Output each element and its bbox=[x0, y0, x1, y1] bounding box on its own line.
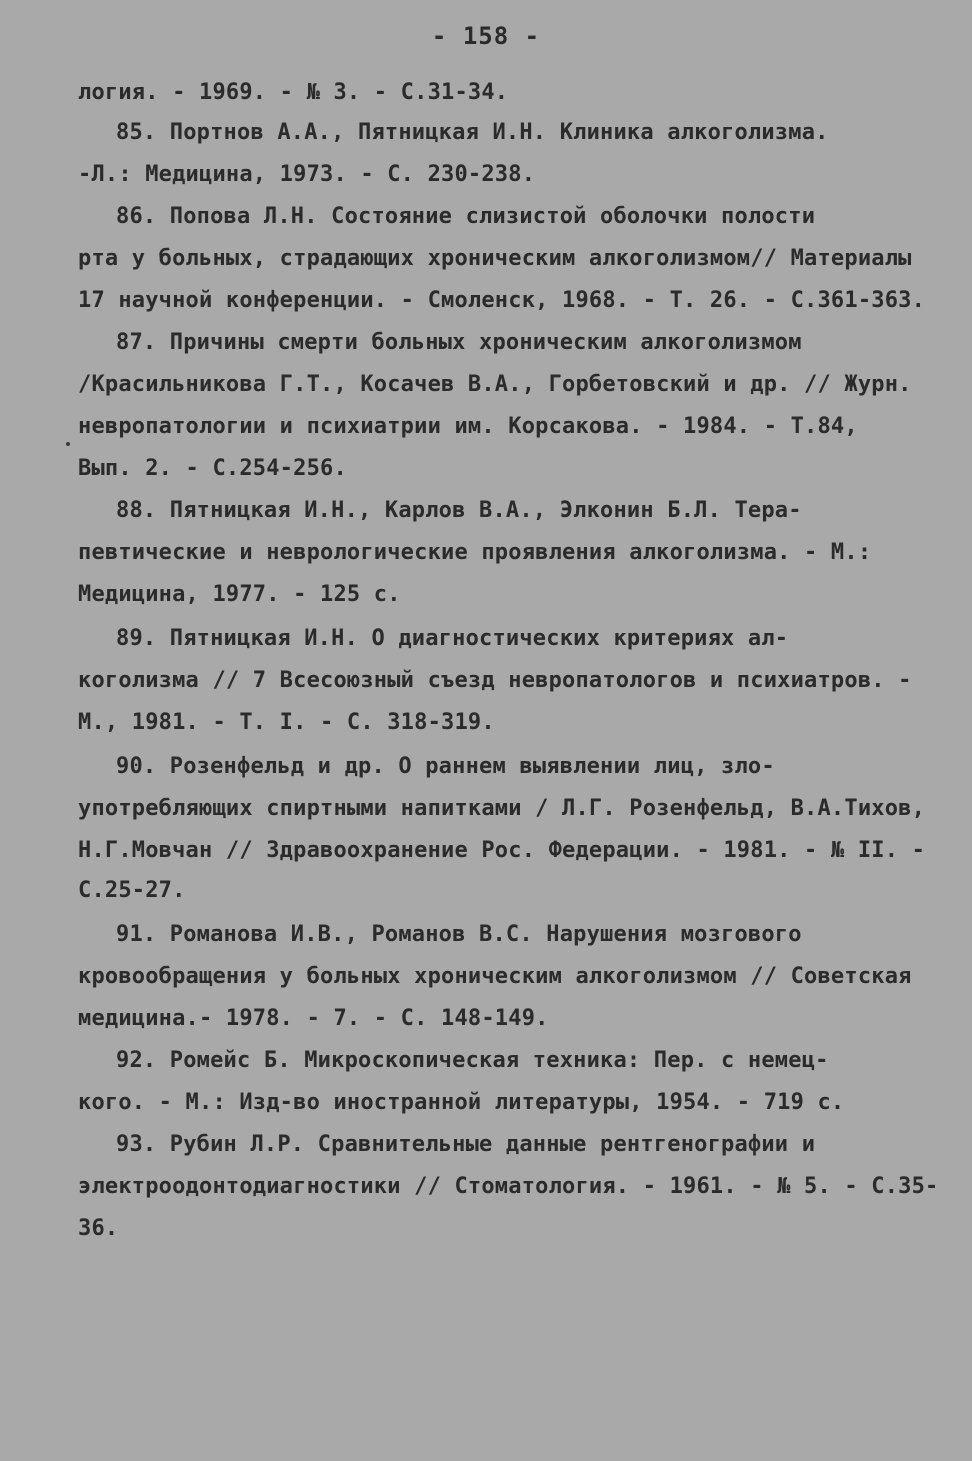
entry-89-line-3: М., 1981. - Т. I. - С. 318-319. bbox=[78, 710, 495, 735]
entry-90-line-1: 90. Розенфельд и др. О раннем выявлении лиц, зло- bbox=[116, 754, 775, 779]
entry-90-line-2: употребляющих спиртными напитками / Л.Г. Розенфельд, В.А.Тихов, bbox=[78, 796, 926, 821]
entry-85-line-1: 85. Портнов А.А., Пятницкая И.Н. Клиника алкоголизма. bbox=[116, 120, 829, 145]
entry-91-line-2: кровообращения у больных хроническим алкоголизмом // Советская bbox=[78, 964, 912, 989]
entry-88-line-3: Медицина, 1977. - 125 с. bbox=[78, 582, 401, 607]
entry-89-line-2: коголизма // 7 Всесоюзный съезд невропатологов и психиатров. - bbox=[78, 668, 912, 693]
text-line: логия. - 1969. - № 3. - С.31-34. bbox=[78, 80, 509, 105]
entry-93-line-1: 93. Рубин Л.Р. Сравнительные данные рентгенографии и bbox=[116, 1132, 816, 1157]
entry-88-line-2: певтические и неврологические проявления алкоголизма. - М.: bbox=[78, 540, 872, 565]
entry-88-line-1: 88. Пятницкая И.Н., Карлов В.А., Элконин Б.Л. Тера- bbox=[116, 498, 802, 523]
entry-92-line-1: 92. Ромейс Б. Микроскопическая техника: Пер. с немец- bbox=[116, 1048, 829, 1073]
entry-87-line-4: Вып. 2. - С.254-256. bbox=[78, 456, 347, 481]
entry-86-line-1: 86. Попова Л.Н. Состояние слизистой оболочки полости bbox=[116, 204, 816, 229]
entry-86-line-3: 17 научной конференции. - Смоленск, 1968. - Т. 26. - С.361-363. bbox=[78, 288, 926, 313]
entry-92-line-2: кого. - М.: Изд-во иностранной литературы, 1954. - 719 с. bbox=[78, 1090, 845, 1115]
page-number: - 158 - bbox=[431, 22, 541, 50]
entry-85-line-2: -Л.: Медицина, 1973. - С. 230-238. bbox=[78, 162, 536, 187]
entry-86-line-2: рта у больных, страдающих хроническим алкоголизмом// Материалы bbox=[78, 246, 912, 271]
entry-91-line-3: медицина.- 1978. - 7. - С. 148-149. bbox=[78, 1006, 549, 1031]
entry-87-line-2: /Красильникова Г.Т., Косачев В.А., Горбетовский и др. // Журн. bbox=[78, 372, 912, 397]
entry-90-line-3: Н.Г.Мовчан // Здравоохранение Рос. Федерации. - 1981. - № II. - bbox=[78, 838, 926, 863]
entry-93-line-3: 36. bbox=[78, 1216, 119, 1241]
entry-93-line-2: электроодонтодиагностики // Стоматология. - 1961. - № 5. - С.35- bbox=[78, 1174, 939, 1199]
entry-90-line-4: С.25-27. bbox=[78, 878, 186, 903]
entry-89-line-1: 89. Пятницкая И.Н. О диагностических критериях ал- bbox=[116, 626, 789, 651]
entry-91-line-1: 91. Романова И.В., Романов В.С. Нарушения мозгового bbox=[116, 922, 802, 947]
scan-speck bbox=[66, 442, 70, 446]
entry-87-line-3: невропатологии и психиатрии им. Корсакова. - 1984. - Т.84, bbox=[78, 414, 858, 439]
entry-87-line-1: 87. Причины смерти больных хроническим алкоголизмом bbox=[116, 330, 802, 355]
